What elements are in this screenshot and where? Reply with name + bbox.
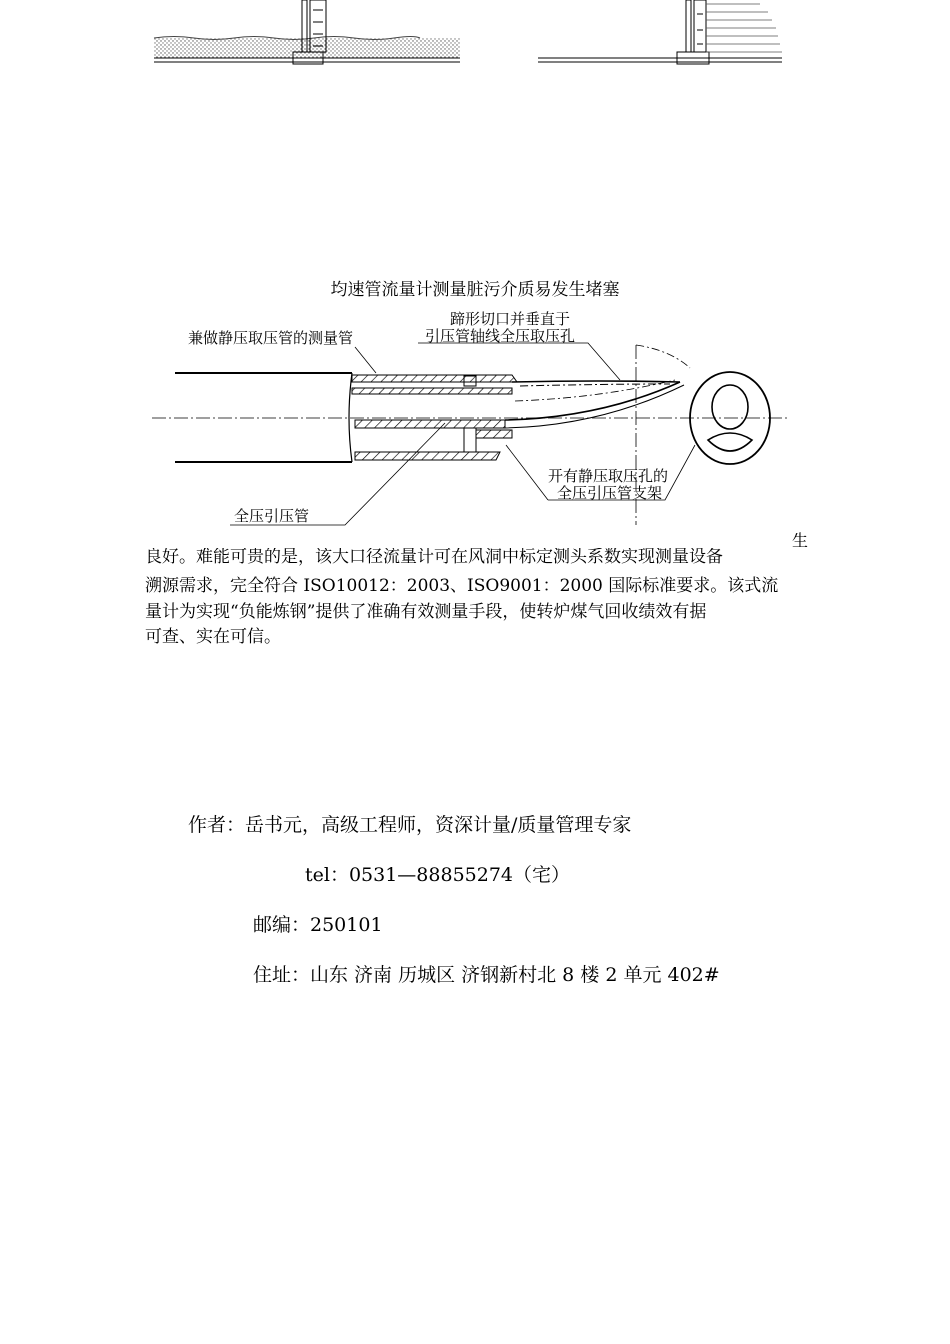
body-paragraph [145, 574, 807, 651]
body-line-1: 溯源需求，完全符合 ISO10012：2003、ISO9001：2000 国际标准要求。该式流 [145, 576, 779, 596]
label-support-1: 开有静压取压孔的 [548, 467, 669, 485]
label-cut-top-2: 引压管轴线全压取压孔 [425, 327, 576, 345]
top-figure-fragment [0, 0, 950, 70]
author-address: 住址：山东 济南 历城区 济钢新村北 8 楼 2 单元 402# [253, 964, 720, 986]
label-total-pressure-tube: 全压引压管 [234, 507, 310, 525]
stray-character: 生 [792, 531, 809, 550]
author-postcode: 邮编：250101 [253, 914, 383, 936]
top-right-panel [538, 0, 782, 64]
figure-caption: 均速管流量计测量脏污介质易发生堵塞 [330, 280, 620, 300]
author-tel: tel：0531—88855274（宅） [305, 864, 571, 886]
label-measuring-tube: 兼做静压取压管的测量管 [188, 329, 354, 347]
label-support-2: 全压引压管支架 [557, 484, 663, 502]
top-left-panel [154, 0, 460, 64]
body-line-3: 可查、实在可信。 [145, 627, 281, 647]
label-cut-top-1: 蹄形切口并垂直于 [450, 310, 571, 328]
cut-text-line [145, 548, 807, 570]
cut-text: 良好。难能可贵的是，该大口径流量计可在风洞中标定测头系数实现测量设备 [145, 548, 723, 567]
body-line-2: 量计为实现“负能炼钢”提供了准确有效测量手段，使转炉煤气回收绩效有据 [145, 601, 707, 622]
pitot-tube-diagram [0, 300, 950, 540]
author-line: 作者：岳书元，高级工程师，资深计量/质量管理专家 [188, 814, 632, 836]
